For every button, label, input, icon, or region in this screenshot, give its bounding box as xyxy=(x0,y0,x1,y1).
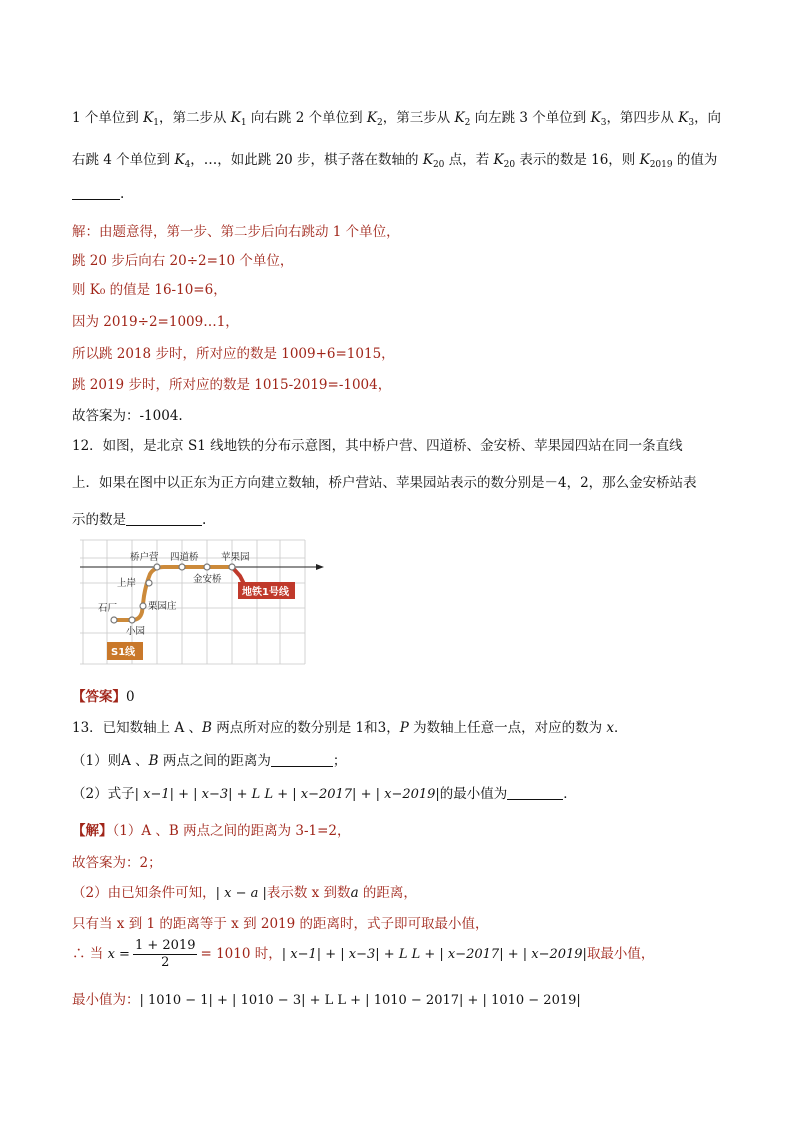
q13-sol-4: 只有当 x 到 1 的距离等于 x 到 2019 的距离时，式子即可取最小值， xyxy=(72,916,489,932)
subway-map xyxy=(80,538,330,668)
text: ∴ 当 xyxy=(72,946,108,962)
k-symbol: K xyxy=(143,110,154,126)
k-symbol: K xyxy=(174,152,185,168)
p11-sol-5: 所以跳 2018 步时，所对应的数是 1009+6=1015， xyxy=(72,346,395,362)
p11-line-3 xyxy=(72,186,124,202)
k-symbol: K xyxy=(639,152,650,168)
p11-line-2 xyxy=(72,148,717,170)
p11-sol-7: 故答案为：-1004. xyxy=(72,408,183,424)
text: ． xyxy=(563,786,577,802)
line1-badge-label: 地铁1号线 xyxy=(242,587,289,598)
s1-badge xyxy=(107,642,143,660)
station-label-sidaoqiao: 四道桥 xyxy=(170,552,199,563)
math-expression: | x−1| + | x−3| + L L + | x−2017| + | x−2019| xyxy=(281,947,587,962)
k-subscript: 3 xyxy=(600,118,607,128)
answer-label: 【答案】 xyxy=(72,689,126,705)
station-label-shangan: 上岸 xyxy=(117,578,137,589)
k-symbol: K xyxy=(422,152,433,168)
station-label-qiaohuying: 桥户营 xyxy=(130,552,159,563)
p11-sol-6: 跳 2019 步时，所对应的数是 1015-2019=-1004， xyxy=(72,377,392,393)
station-liyuanzhuang-marker xyxy=(140,603,146,609)
text: ，第四步从 xyxy=(606,110,679,126)
q12-line-3 xyxy=(72,508,206,528)
var-p: P xyxy=(399,720,409,736)
math-expression: | 1010 − 1| + | 1010 − 3| + L L + | 1010 − 2017| + | 1010 − 2019| xyxy=(139,993,581,1008)
q12-line-1: 12．如图，是北京 S1 线地铁的分布示意图，其中桥户营、四道桥、金安桥、苹果园四站在同一条直线 xyxy=(72,438,683,454)
k-subscript: 20 xyxy=(503,160,516,170)
text: 两点所对应的数分别是 1和3， xyxy=(211,720,400,736)
station-label-liyuanzhuang: 栗园庄 xyxy=(148,601,177,612)
text: ，…，如此跳 20 步，棋子落在数轴的 xyxy=(190,152,423,168)
p11-sol-2: 跳 20 步后向右 20÷2=10 个单位， xyxy=(72,253,294,269)
k-subscript: 20 xyxy=(432,160,445,170)
q13-sol-5 xyxy=(72,938,654,971)
station-label-pingguoyuan: 苹果园 xyxy=(221,552,250,563)
q13-sol-2: 故答案为：2； xyxy=(72,855,162,871)
station-qiaohuying-marker xyxy=(154,564,160,570)
text: ，第二步从 xyxy=(159,110,231,126)
text: 的距离， xyxy=(358,885,417,901)
station-label-xiaoyuan: 小园 xyxy=(126,626,146,637)
k-subscript: 2019 xyxy=(649,160,673,170)
answer-blank xyxy=(72,199,120,200)
math-expression: | x − a | xyxy=(215,886,267,901)
text: ，向 xyxy=(694,110,722,126)
q13-part-1 xyxy=(72,749,346,769)
text: ，第三步从 xyxy=(382,110,455,126)
text: 的值为 xyxy=(672,152,718,168)
station-label-jinanqiao: 金安桥 xyxy=(193,574,222,585)
text: （2）式子 xyxy=(72,786,135,802)
k-symbol: K xyxy=(366,110,377,126)
var-a: a xyxy=(350,885,359,901)
k-subscript: 1 xyxy=(153,118,159,128)
text: 13．已知数轴上 A 、 xyxy=(72,720,203,736)
text: ． xyxy=(614,720,628,736)
station-pingguoyuan-marker xyxy=(229,564,235,570)
answer-blank xyxy=(126,525,202,526)
text: . xyxy=(120,186,125,202)
station-shichang-marker xyxy=(111,617,117,623)
k-subscript: 2 xyxy=(376,118,383,128)
text: 1 个单位到 xyxy=(72,110,144,126)
math-expression: | x−1| + | x−3| + L L + | x−2017| + | x−2019| xyxy=(134,787,440,802)
p11-sol-4: 因为 2019÷2=1009…1， xyxy=(72,314,239,330)
text: （1）则A 、 xyxy=(72,753,149,769)
fraction-numerator: 1 + 2019 xyxy=(134,938,196,953)
k-symbol: K xyxy=(590,110,601,126)
station-shangan-marker xyxy=(146,580,152,586)
var-x: x xyxy=(606,720,615,736)
text: 点，若 xyxy=(444,152,494,168)
text: 的最小值为 xyxy=(439,786,508,802)
p11-sol-1: 解：由题意得，第一步、第二步后向右跳动 1 个单位， xyxy=(72,224,400,240)
k-subscript: 2 xyxy=(464,118,471,128)
k-symbol: K xyxy=(454,110,465,126)
text: （1）A 、B 两点之间的距离为 3-1=2， xyxy=(112,823,351,839)
p11-sol-3: 则 K₀ 的值是 16-10=6， xyxy=(72,282,227,298)
k-symbol: K xyxy=(678,110,689,126)
text: ； xyxy=(332,753,347,769)
station-xiaoyuan-marker xyxy=(129,617,135,623)
k-subscript: 4 xyxy=(184,160,191,170)
line1-badge xyxy=(238,582,295,599)
text: 为数轴上任意一点，对应的数为 xyxy=(408,720,607,736)
station-jinanqiao-marker xyxy=(204,564,210,570)
solution-label: 【解】 xyxy=(72,823,113,839)
text: 向右跳 2 个单位到 xyxy=(246,110,367,126)
p11-line-1 xyxy=(72,106,721,128)
text: （2）由已知条件可知， xyxy=(72,885,216,901)
fraction xyxy=(133,938,198,971)
text: 取最小值， xyxy=(586,946,655,962)
answer-value: 0 xyxy=(126,689,135,705)
k-subscript: 1 xyxy=(240,118,247,128)
q13-sol-6 xyxy=(72,988,581,1008)
answer-blank xyxy=(507,799,563,800)
k-symbol: K xyxy=(230,110,241,126)
text: 向左跳 3 个单位到 xyxy=(470,110,591,126)
math-x: x = xyxy=(107,947,130,962)
q13-part-2 xyxy=(72,782,577,802)
fraction-denominator: 2 xyxy=(161,955,170,970)
q13-sol-3 xyxy=(72,881,417,901)
station-sidaoqiao-marker xyxy=(179,564,185,570)
station-label-shichang: 石厂 xyxy=(98,603,118,614)
text: 两点之间的距离为 xyxy=(158,753,271,769)
text: 表示的数是 16，则 xyxy=(515,152,640,168)
answer-blank xyxy=(271,766,333,767)
k-subscript: 3 xyxy=(688,118,695,128)
q13-sol-1 xyxy=(72,819,351,839)
var-b: B xyxy=(148,753,159,769)
var-b: B xyxy=(202,720,212,736)
text: 示的数是 xyxy=(72,512,126,528)
text: 右跳 4 个单位到 xyxy=(72,152,175,168)
q12-answer xyxy=(72,685,135,705)
s1-badge-label: S1线 xyxy=(111,647,136,658)
text: 表示数 x 到数 xyxy=(266,885,351,901)
q13-line-1 xyxy=(72,716,628,736)
text: . xyxy=(202,512,207,528)
text: 最小值为： xyxy=(72,992,140,1008)
station-markers xyxy=(111,564,235,623)
text: = 1010 时， xyxy=(200,946,282,962)
k-symbol: K xyxy=(493,152,504,168)
q12-line-2: 上．如果在图中以正东为正方向建立数轴，桥户营站、苹果园站表示的数分别是－4，2，那么金安桥站表 xyxy=(72,475,697,491)
